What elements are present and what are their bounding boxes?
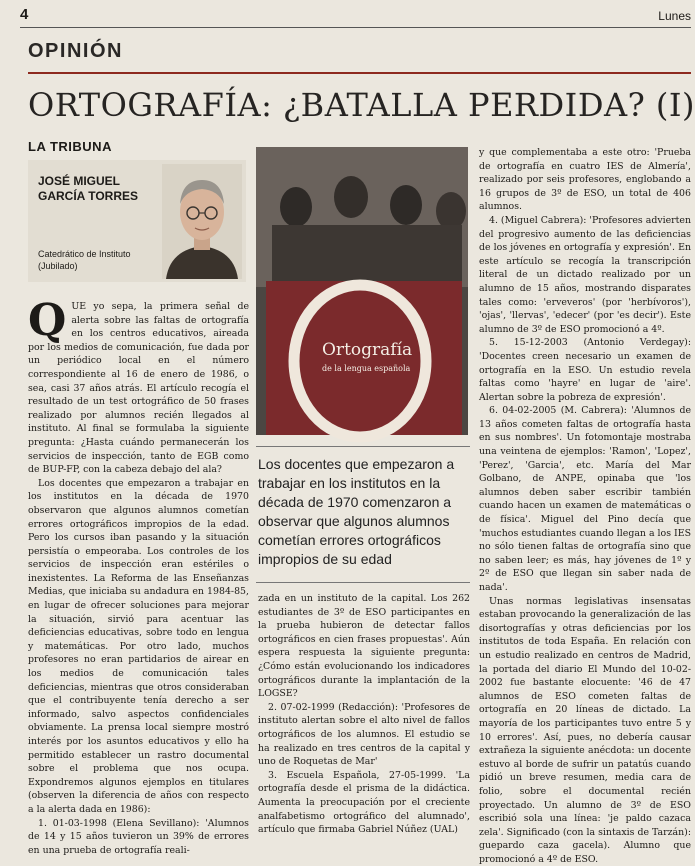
paragraph: 1. 01-03-1998 (Elena Sevillano): 'Alumnos de 14 y 15 años tuvieron un 39% de errores en una prueba de ortografía reali- [28,817,249,856]
paragraph: 6. 04-02-2005 (M. Cabrera): 'Alumnos de 13 años cometen faltas de ortografía hasta en sus nombres'. Un fotomontaje mostraba una veintena de ejemplos: 'Ramon', 'Lopez', 'Perez', 'Garcia', etc. María del Mar Golbano, de ANPE, opinaba que 'los alumnos deben saber escribir también cuando hacen un examen de matemáticas o de física'. Miguel del Pino decía que 'muchos estudiantes cuando llegan a los IES no sólo tienen faltas de ortografía sino que no saben leer; es más, hay jóvenes de 1º y 2º de ESO que llegan sin saber nada de nada'. [479,405,691,593]
column-label: LA TRIBUNA [28,139,112,154]
paragraph: UE yo sepa, la primera señal de alerta sobre las faltas de ortografía en los centros educativos, aireada por los medios de comunicación, fue dada por un periódico local en el número correspondiente al 16 de enero de 1986, o sea, casi 37 años atrás. El artículo recogía el resultado de un test ortográfico de 50 frases realizado por alumnos recién llegados al instituto. Al final se formulaba la siguiente pregunta: ¿Hasta cuándo permanecerán los servicios de inspección, tanto de EGB como de BUP-FP, con la cabeza debajo del ala? [28,301,249,476]
paragraph: 4. (Miguel Cabrera): 'Profesores advierten del progresivo aumento de las deficiencias de los jóvenes en ortografía y expresión'. En este artículo se recogía la transcripción literal de un dictado realizado por un alumno de 15 años, mostrando disparates tales como: 'erveveros' (por 'herbívoros'), 'ojas', 'llervas', 'edecer' (por 'es decir'). Este alumno de 3º de ESO promocionó a 4º. [479,214,691,335]
pull-quote-rule [256,582,470,583]
book-cover-photo [256,147,468,435]
author-name: JOSÉ MIGUEL GARCÍA TORRES [38,174,139,203]
book-subtitle: de la lengua española [322,364,411,373]
body-column-3 [479,146,691,865]
paragraph: 2. 07-02-1999 (Redacción): 'Profesores de instituto alertan sobre el alto nivel de fallos ortográficos de los alumnos. El estudio se ha realizado en tres centros de la capital y uno de Roquetas de Mar' [258,701,470,768]
paragraph: Unas normas legislativas insensatas estaban provocando la generalización de las disortografías y otras deficiencias por los institutos de toda España. En relación con un estudio realizado en centros de Madrid, la portada del diario El Mundo del 10-02-2002 fue bastante elocuente: '46 de 47 alumnos de ESO cometen faltas de ortografía en 20 líneas de dictado. La mayoría de los participantes tuvo entre 5 y 10 errores'. Así, pues, no debería causar extrañeza la siguiente anécdota: un docente estuvo al borde de sufrir un patatús cuando pidió un breve resumen, media cara de folio, sobre el documental recién proyectado. Un alumno de 3º de ESO escribió sola una línea: 'je paldo cazaca zela'. Significado (con la sintaxis de Tarzán): guepardo caza gacela). Alumno que promocionó a 4º de ESO. [479,595,691,865]
paragraph: 5. 15-12-2003 (Antonio Verdegay): 'Docentes creen necesario un examen de ortografía en la ESO. Un estudio revela faltas como 'hayre' en lugar de 'aire'. Alertan sobre la pobreza de expresión'. [479,337,691,403]
paragraph: zada en un instituto de la capital. Los 262 estudiantes de 3º de ESO participantes en la prueba hubieron de detectar fallos ortográficos en cien frases propuestas'. Aún espera respuesta la siguiente pregunta: ¿Cómo están evolucionando los indicadores ortográficos durante la implantación de la LOGSE? [258,593,470,700]
section-title: OPINIÓN [28,40,123,62]
body-column-1 [28,295,249,856]
drop-cap: Q [28,295,67,346]
day-label: Lunes [658,9,691,23]
section-rule [28,72,691,74]
headline: ORTOGRAFÍA: ¿BATALLA PERDIDA? (I) [28,86,695,124]
paragraph: Los docentes que empezaron a trabajar en los institutos en la década de 1970 observaron que algunos alumnos cometían errores ortográficos impropios de la edad. Pero los cursos iban pasando y la situación persistía o empeoraba. Los controles de los servicios de inspección eran estériles o inexistentes. La Reforma de las Enseñanzas Medias, que iniciaba su andadura en 1984-85, en lugar de ofrecer soluciones para mejorar la situación, sirvió para acentuar las deficiencias educativas, sobre todo en lengua y matemáticas. Por otro lado, muchos profesores no eran partidarios de airear en los medios de comunicación tales deficiencias, mientras que otros consideraban que el contribuyente tenía derecho a ser informado, salvo aspectos confidenciales obviamente. La prensa local siempre mostró interés por los asuntos educativos y ello ha permitido establecer un rastro documental sobre el problema que nos ocupa. Expondremos algunos ejemplos en titulares (observen la diferencia de años con respecto a la alerta dada en 1986): [28,477,249,815]
paragraph: 3. Escuela Española, 27-05-1999. 'La ortografía desde el prisma de la didáctica. Aumenta la preocupación por el creciente analfabetismo ortográfico del alumnado', artículo que firmaba Gabriel Núñez (UAL) [258,769,470,836]
paragraph: y que complementaba a este otro: 'Prueba de ortografía en cuatro IES de Almería', realizado por seis profesores, englobando a 16 grupos de 3º de ESO, un total de 406 alumnos. [479,147,691,213]
page-number: 4 [20,6,29,23]
pull-quote: Los docentes que empezaron a trabajar en los institutos en la década de 1970 comenzaron a observar que algunos alumnos cometían errores ortográficos impropios de su edad [258,456,455,567]
body-column-2 [258,592,470,836]
pull-quote-rule [256,446,470,447]
author-role: Catedrático de Instituto (Jubilado) [38,249,131,271]
top-rule [20,27,691,28]
book-title: Ortografía [322,340,413,360]
author-portrait [162,164,242,279]
